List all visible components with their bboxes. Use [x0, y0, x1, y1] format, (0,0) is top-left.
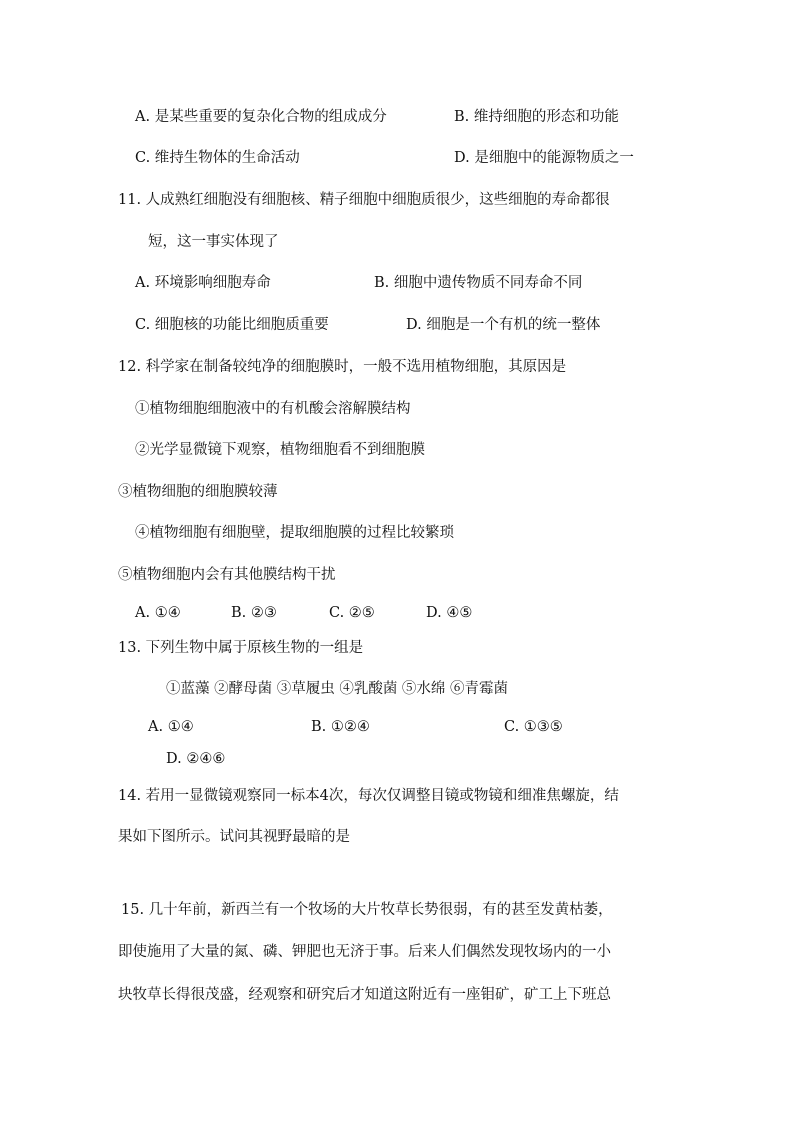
q12-reason-1: ①植物细胞细胞液中的有机酸会溶解膜结构 — [135, 401, 411, 417]
q13-option-a: A. ①④ — [148, 719, 194, 735]
q10-option-c: C. 维持生物体的生命活动 — [135, 150, 300, 166]
q13-stem: 13. 下列生物中属于原核生物的一组是 — [118, 640, 364, 656]
q11-option-d: D. 细胞是一个有机的统一整体 — [406, 317, 601, 333]
q12-reason-2: ②光学显微镜下观察，植物细胞看不到细胞膜 — [135, 442, 425, 458]
q11-stem-line-2: 短，这一事实体现了 — [148, 234, 279, 250]
q11-option-c: C. 细胞核的功能比细胞质重要 — [135, 317, 329, 333]
q11-option-a: A. 环境影响细胞寿命 — [135, 275, 271, 291]
q11-option-b: B. 细胞中遗传物质不同寿命不同 — [374, 275, 583, 291]
q14-stem-line-1: 14. 若用一显微镜观察同一标本4次，每次仅调整目镜或物镜和细准焦螺旋，结 — [118, 788, 619, 804]
q12-option-a: A. ①④ — [135, 605, 181, 621]
q12-option-d: D. ④⑤ — [426, 605, 473, 621]
q12-reason-5: ⑤植物细胞内会有其他膜结构干扰 — [118, 567, 336, 583]
q13-items: ①蓝藻 ②酵母菌 ③草履虫 ④乳酸菌 ⑤水绵 ⑥青霉菌 — [166, 681, 509, 697]
q13-option-d: D. ②④⑥ — [166, 751, 226, 767]
q11-stem-line-1: 11. 人成熟红细胞没有细胞核、精子细胞中细胞质很少，这些细胞的寿命都很 — [118, 192, 610, 208]
q10-option-b: B. 维持细胞的形态和功能 — [454, 109, 619, 125]
q12-option-c: C. ②⑤ — [329, 605, 375, 621]
q12-reason-4: ④植物细胞有细胞壁，提取细胞膜的过程比较繁琐 — [135, 525, 454, 541]
q12-option-b: B. ②③ — [231, 605, 277, 621]
q15-line-2: 即使施用了大量的氮、磷、钾肥也无济于事。后来人们偶然发现牧场内的一小 — [118, 944, 611, 960]
q13-option-c: C. ①③⑤ — [504, 719, 563, 735]
q15-line-3: 块牧草长得很茂盛，经观察和研究后才知道这附近有一座钼矿，矿工上下班总 — [118, 987, 611, 1003]
q10-option-a: A. 是某些重要的复杂化合物的组成成分 — [135, 109, 387, 125]
q13-option-b: B. ①②④ — [311, 719, 370, 735]
q12-stem: 12. 科学家在制备较纯净的细胞膜时，一般不选用植物细胞，其原因是 — [118, 359, 567, 375]
q14-stem-line-2: 果如下图所示。试问其视野最暗的是 — [118, 829, 350, 845]
q15-line-1: 15. 几十年前，新西兰有一个牧场的大片牧草长势很弱，有的甚至发黄枯萎， — [121, 902, 613, 918]
q12-reason-3: ③植物细胞的细胞膜较薄 — [118, 484, 278, 500]
q10-option-d: D. 是细胞中的能源物质之一 — [454, 150, 634, 166]
